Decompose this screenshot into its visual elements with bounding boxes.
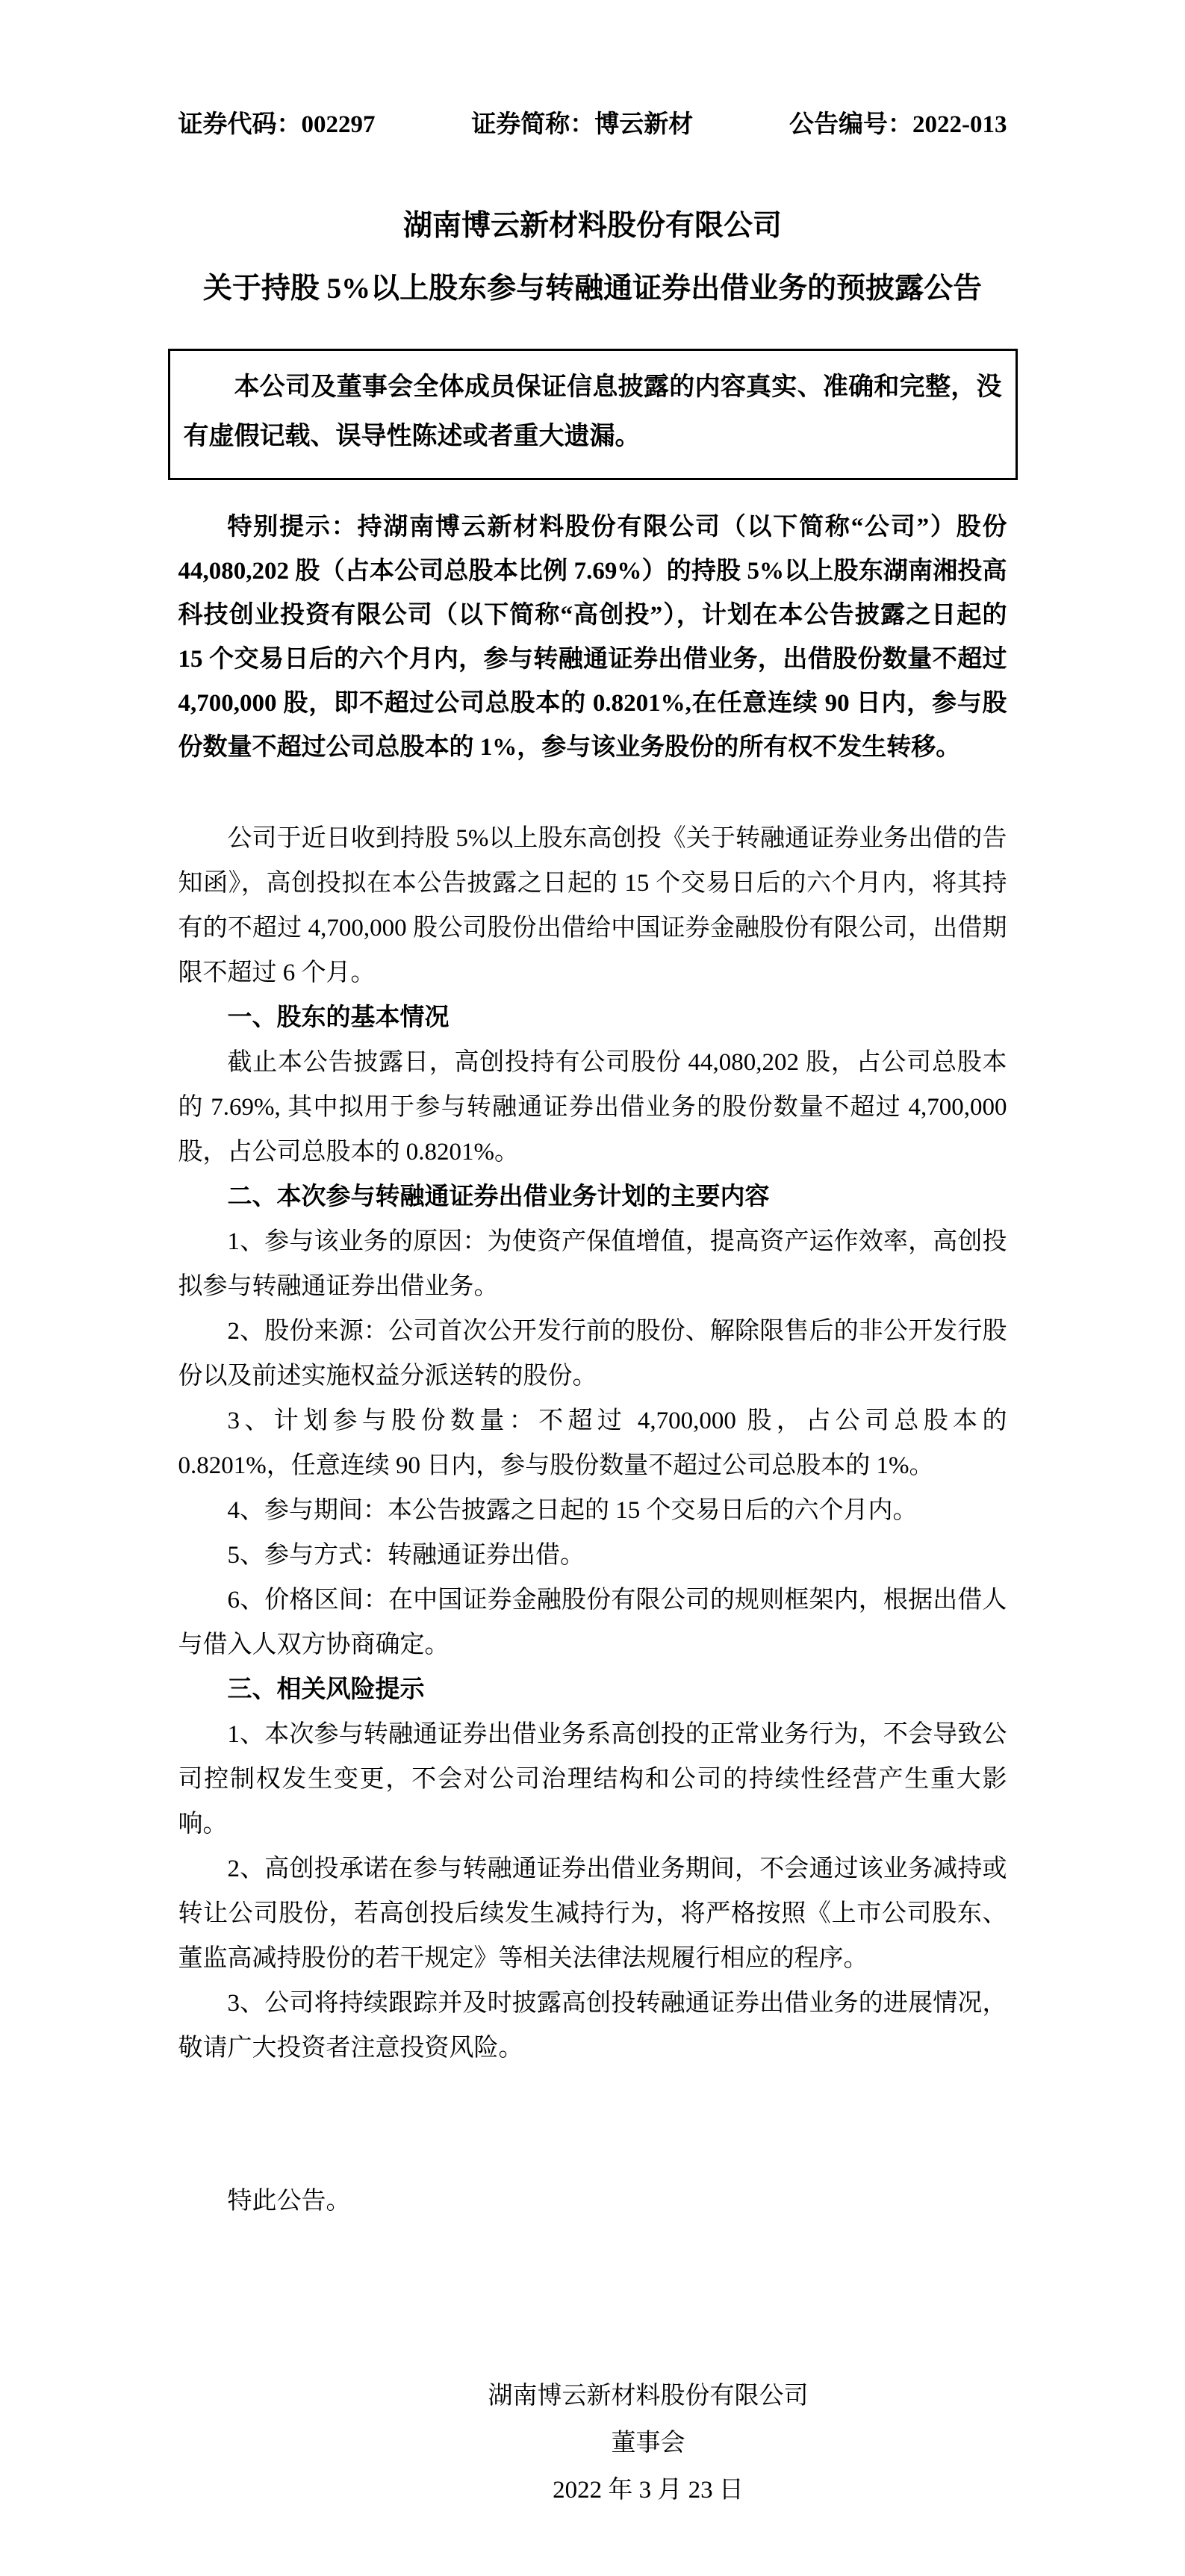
section2-paragraph-1: 1、参与该业务的原因：为使资产保值增值，提高资产运作效率，高创投拟参与转融通证券出借业务。 (178, 1228, 1007, 1300)
signature-block (488, 2373, 809, 2514)
signature-company: 湖南博云新材料股份有限公司 (488, 2383, 809, 2409)
signature-board: 董事会 (611, 2430, 685, 2457)
page-content (178, 108, 1007, 2514)
signature-date: 2022 年 3 月 23 日 (553, 2477, 744, 2504)
section2-paragraph-2: 2、股份来源：公司首次公开发行前的股份、解除限售后的非公开发行股份以及前述实施权益分派送转的股份。 (178, 1318, 1007, 1390)
section1-paragraph-1: 截止本公告披露日，高创投持有公司股份 44,080,202 股，占公司总股本的 7.69%, 其中拟用于参与转融通证券出借业务的股份数量不超过 4,700,000 股，占公司总股本的 0.8201%。 (178, 1049, 1007, 1166)
special-notice-paragraph: 特别提示：持湖南博云新材料股份有限公司（以下简称“公司”）股份 44,080,202 股（占本公司总股本比例 7.69%）的持股 5%以上股东湖南湘投高科技创业投资有限公司（以下简称“高创投”），计划在本公告披露之日起的 15 个交易日后的六个月内，参与转融通证券出借业务，出借股份数量不超过 4,700,000 股，即不超过公司总股本的 0.8201%,在任意连续 90 日内，参与股份数量不超过公司总股本的 1%，参与该业务股份的所有权不发生转移。 (178, 514, 1007, 761)
announcement-title: 关于持股 5%以上股东参与转融通证券出借业务的预披露公告 (202, 273, 983, 305)
announcement-number: 公告编号：2022-013 (789, 111, 1007, 138)
section2-paragraph-6: 6、价格区间：在中国证券金融股份有限公司的规则框架内，根据出借人与借入人双方协商确定。 (178, 1587, 1007, 1658)
blank-line (178, 770, 1007, 816)
section2-paragraph-4: 4、参与期间：本公告披露之日起的 15 个交易日后的六个月内。 (227, 1497, 918, 1524)
section3-paragraph-1: 1、本次参与转融通证券出借业务系高创投的正常业务行为，不会导致公司控制权发生变更，不会对公司治理结构和公司的持续性经营产生重大影响。 (178, 1721, 1007, 1838)
section-heading-2: 二、本次参与转融通证券出借业务计划的主要内容 (227, 1183, 770, 1210)
stock-short-name: 证券简称：博云新材 (471, 111, 694, 138)
document-header (178, 108, 1007, 141)
closing-paragraph: 特此公告。 (227, 2188, 351, 2215)
section3-paragraph-2: 2、高创投承诺在参与转融通证券出借业务期间，不会通过该业务减持或转让公司股份，若高创投后续发生减持行为，将严格按照《上市公司股东、董监高减持股份的若干规定》等相关法律法规履行相应的程序。 (178, 1855, 1007, 1972)
company-title: 湖南博云新材料股份有限公司 (402, 210, 782, 242)
stock-code: 证券代码：002297 (178, 111, 376, 138)
section2-paragraph-5: 5、参与方式：转融通证券出借。 (227, 1542, 585, 1569)
disclosure-statement-box (168, 349, 1018, 480)
intro-paragraph: 公司于近日收到持股 5%以上股东高创投《关于转融通证券业务出借的告知函》，高创投拟在本公告披露之日起的 15 个交易日后的六个月内，将其持有的不超过 4,700,000 股公司股份出借给中国证券金融股份有限公司，出借期限不超过 6 个月。 (178, 825, 1007, 986)
section-heading-1: 一、股东的基本情况 (227, 1004, 450, 1031)
section3-paragraph-3: 3、公司将持续跟踪并及时披露高创投转融通证券出借业务的进展情况，敬请广大投资者注意投资风险。 (178, 1990, 1007, 2062)
section2-paragraph-3: 3、计划参与股份数量：不超过 4,700,000 股，占公司总股本的 0.8201%，任意连续 90 日内，参与股份数量不超过公司总股本的 1%。 (178, 1407, 1007, 1479)
section-heading-3: 三、相关风险提示 (227, 1676, 425, 1703)
disclosure-statement-text: 本公司及董事会全体成员保证信息披露的内容真实、准确和完整，没有虚假记载、误导性陈述或者重大遗漏。 (183, 373, 1002, 450)
